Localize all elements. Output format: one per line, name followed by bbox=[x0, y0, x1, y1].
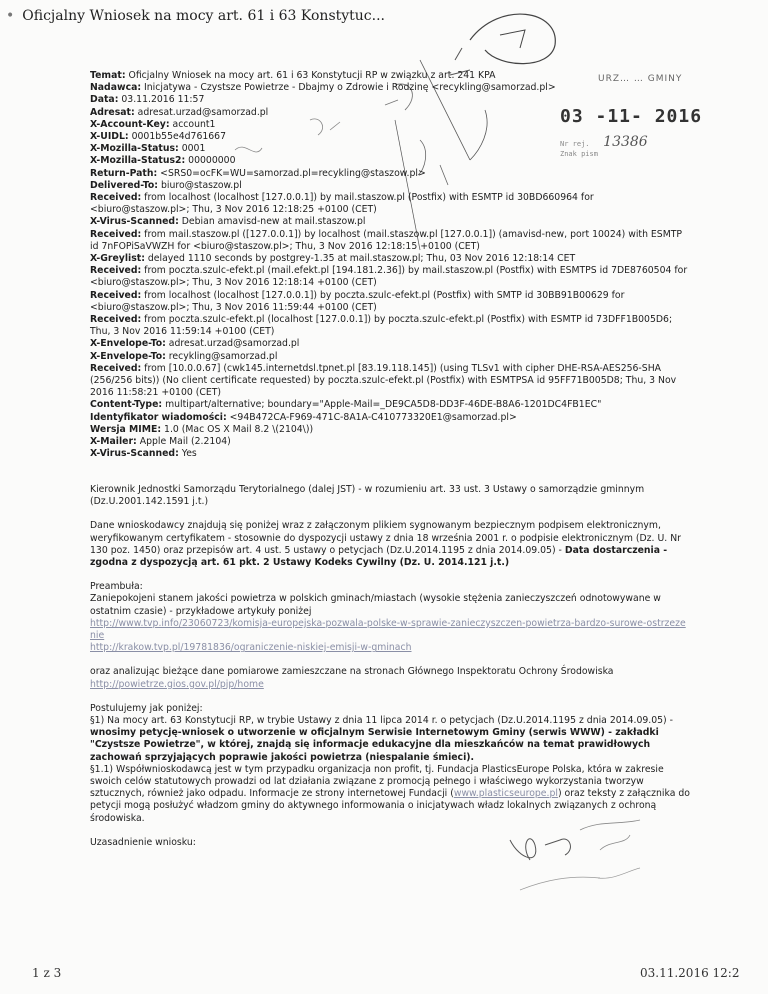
print-datetime: 03.11.2016 12:2 bbox=[640, 966, 740, 980]
header-row bbox=[90, 143, 690, 155]
header-key: X-Mozilla-Status2: bbox=[90, 155, 186, 167]
header-row bbox=[90, 351, 690, 363]
header-row bbox=[90, 94, 690, 106]
header-key: Received: bbox=[90, 265, 142, 277]
s1-bold: wnosimy petycję-wniosek o utworzenie w oficjalnym Serwisie Internetowym Gminy (serwis WWW) - zakładki "Czystsze Powietrze", w której, znajdą się informacje edukacyjne dla mieszkańców na temat prawidłowych zachowań sprzyjających poprawie jakości powietrza (niespalanie śmieci). bbox=[90, 727, 659, 763]
s11-text-b: ) oraz teksty z załącznika do petycji mogą posłużyć władzom gminy do aktywnego informowania o inicjatywach władz lokalnych związanych z ochroną środowiska. bbox=[90, 788, 690, 824]
document-title bbox=[6, 8, 526, 24]
body-paragraph-dane bbox=[90, 520, 690, 569]
preambula-text: Zaniepokojeni stanem jakości powietrza w polskich gminach/miastach (wysokie stężenia zanieczyszczeń odnotowywane w ostatnim czasie) - przykładowe artykuły poniżej bbox=[90, 593, 661, 617]
header-key: X-Mozilla-Status: bbox=[90, 143, 179, 155]
header-value: from poczta.szulc-efekt.pl (localhost [127.0.0.1]) by poczta.szulc-efekt.pl (Postfix) with ESMTP id 73DFF1B005D6; Thu, 3 Nov 2016 11:59:14 +0100 (CET) bbox=[90, 314, 673, 338]
preambula-label: Preambuła: bbox=[90, 581, 143, 593]
link-krakow-tvp[interactable]: http://krakow.tvp.pl/19781836/ograniczenie-niskiej-emisji-w-gminach bbox=[90, 642, 412, 654]
header-row bbox=[90, 412, 690, 424]
header-value: from [10.0.0.67] (cwk145.internetdsl.tpnet.pl [83.19.118.145]) (using TLSv1 with cipher DHE-RSA-AES256-SHA (256/256 bits)) (No client certificate requested) by poczta.szulc-efekt.pl (Postfix) with ESMTPSA id 95FF71B005D8; Thu, 3 Nov 2016 11:58:21 +0100 (CET) bbox=[90, 362, 677, 399]
postulujemy-label: Postulujemy jak poniżej: bbox=[90, 702, 203, 714]
s11-text-a: §1.1) Współwnioskodawcą jest w tym przypadku organizacja non profit, tj. Fundacja PlasticsEurope Polska, która w zakresie swoich celów statutowych prowadzi od lat działania związane z promocją pełnego i właściwego wykorzystania tworzyw sztucznych, również jako odpadu. Informacje ze strony internetowej Fundacji ( bbox=[90, 763, 664, 800]
header-value: <SRS0=ocFK=WU=samorzad.pl=recykling@staszow.pl> bbox=[157, 167, 426, 179]
header-key: Nadawca: bbox=[90, 82, 142, 94]
header-value: Apple Mail (2.2104) bbox=[136, 436, 231, 448]
header-row bbox=[90, 338, 690, 350]
page-number: 1 z 3 bbox=[32, 966, 62, 980]
header-row bbox=[90, 399, 690, 411]
header-key: X-UIDL: bbox=[90, 131, 129, 143]
body-paragraph-preambula bbox=[90, 581, 690, 654]
header-row bbox=[90, 436, 690, 448]
header-value: 1.0 (Mac OS X Mail 8.2 \(2104\)) bbox=[161, 423, 314, 435]
dane-text: Dane wnioskodawcy znajdują się poniżej wraz z załączonym plikiem sygnowanym bezpiecznym podpisem elektronicznym, weryfikowanym certyfikatem - stosownie do dyspozycji ustawy z dnia 18 września 2001 r. o podpisie elektronicznym (Dz. U. Nr 130 poz. 1450) oraz przepisów art. 4 ust. 5 ustawy o petycjach (Dz.U.2014.1195 z dnia 2014.09.05) - bbox=[90, 520, 681, 556]
header-key: Identyfikator wiadomości: bbox=[90, 411, 227, 423]
header-key: Received: bbox=[90, 228, 142, 240]
header-value: recykling@samorzad.pl bbox=[165, 350, 278, 362]
header-key: X-Virus-Scanned: bbox=[90, 448, 179, 460]
link-tvp-info[interactable]: http://www.tvp.info/23060723/komisja-europejska-pozwala-polske-w-sprawie-zanieczyszczen-powietrza-bardzo-surowe-ostrzezenie bbox=[90, 617, 686, 642]
header-value: <94B472CA-F969-471C-8A1A-C410773320E1@samorzad.pl> bbox=[226, 411, 517, 423]
header-value: from mail.staszow.pl ([127.0.0.1]) by localhost (mail.staszow.pl [127.0.0.1]) (amavisd-new, port 10024) with ESMTP id 7nFOPiSaVWZH for <biuro@staszow.pl>; Thu, 3 Nov 2016 12:18:15 +0100 (CET) bbox=[90, 228, 682, 252]
header-key: Data: bbox=[90, 94, 119, 106]
header-key: Received: bbox=[90, 362, 142, 374]
header-value: 00000000 bbox=[185, 155, 236, 167]
header-key: Received: bbox=[90, 314, 142, 326]
header-row bbox=[90, 363, 690, 400]
header-row bbox=[90, 168, 690, 180]
header-key: Return-Path: bbox=[90, 167, 158, 179]
header-row bbox=[90, 70, 690, 82]
header-key: Received: bbox=[90, 289, 142, 301]
stamp-nr-label: Nr rej. bbox=[560, 140, 590, 148]
header-value: adresat.urzad@samorzad.pl bbox=[165, 338, 300, 350]
header-key: Delivered-To: bbox=[90, 179, 159, 191]
header-value: Inicjatywa - Czystsze Powietrze - Dbajmy o Zdrowie i Rodzinę <recykling@samorzad.pl> bbox=[141, 82, 556, 94]
header-key: X-Envelope-To: bbox=[90, 338, 166, 350]
header-row bbox=[90, 131, 690, 143]
body-paragraph-postulaty bbox=[90, 703, 690, 825]
body-uzasadnienie: Uzasadnienie wniosku: bbox=[90, 836, 196, 848]
header-row bbox=[90, 229, 690, 253]
header-key: Wersja MIME: bbox=[90, 423, 162, 435]
header-row bbox=[90, 155, 690, 167]
header-row bbox=[90, 290, 690, 314]
link-gios[interactable]: http://powietrze.gios.gov.pl/pjp/home bbox=[90, 678, 264, 690]
header-row bbox=[90, 265, 690, 289]
header-row bbox=[90, 192, 690, 216]
dane-bold: Data dostarczenia - zgodna z dyspozycją art. 61 pkt. 2 Ustawy Kodeks Cywilny (Dz. U. 2014.121 j.t.) bbox=[90, 544, 668, 569]
header-value: multipart/alternative; boundary="Apple-Mail=_DE9CA5D8-DD3F-46DE-B8A6-1201DC4FB1EC" bbox=[162, 399, 602, 411]
header-value: Debian amavisd-new at mail.staszow.pl bbox=[178, 216, 366, 228]
s1-text: §1) Na mocy art. 63 Konstytucji RP, w trybie Ustawy z dnia 11 lipca 2014 r. o petycjach (Dz.U.2014.1195 z dnia 2014.09.05) - bbox=[90, 715, 673, 727]
header-key: Content-Type: bbox=[90, 399, 163, 411]
body-paragraph-gios bbox=[90, 666, 690, 690]
header-row bbox=[90, 253, 690, 265]
link-plasticseurope[interactable]: www.plasticseurope.pl bbox=[453, 788, 558, 800]
header-row bbox=[90, 448, 690, 460]
email-headers bbox=[90, 70, 690, 461]
header-row bbox=[90, 119, 690, 131]
gios-text: oraz analizując bieżące dane pomiarowe zamieszczane na stronach Głównego Inspektoratu Ochrony Środowiska bbox=[90, 666, 614, 678]
stamp-znak-label: Znak pism bbox=[560, 150, 598, 158]
header-value: Oficjalny Wniosek na mocy art. 61 i 63 Konstytucji RP w związku z art. 241 KPA bbox=[125, 70, 496, 81]
header-value: from localhost (localhost [127.0.0.1]) by mail.staszow.pl (Postfix) with ESMTP id 30BD660964 for <biuro@staszow.pl>; Thu, 3 Nov 2016 12:18:25 +0100 (CET) bbox=[90, 192, 594, 216]
header-key: Temat: bbox=[90, 70, 126, 81]
body-paragraph-kierownik: Kierownik Jednostki Samorządu Terytorialnego (dalej JST) - w rozumieniu art. 33 ust. 3 Ustawy o samorządzie gminnym (Dz.U.2001.142.1591 j.t.) bbox=[90, 484, 645, 508]
bullet-icon: • bbox=[6, 8, 15, 24]
header-row bbox=[90, 107, 690, 119]
header-row bbox=[90, 216, 690, 228]
header-key: X-Greylist: bbox=[90, 253, 145, 265]
stamp-corner-text: URZ… … GMINY bbox=[598, 74, 683, 84]
title-text: Oficjalny Wniosek na mocy art. 61 i 63 Konstytuc... bbox=[22, 8, 386, 24]
header-row bbox=[90, 180, 690, 192]
header-value: biuro@staszow.pl bbox=[158, 179, 242, 191]
header-key: Received: bbox=[90, 192, 142, 204]
header-value: 03.11.2016 11:57 bbox=[118, 94, 205, 106]
header-value: 0001 bbox=[178, 143, 206, 155]
header-value: from poczta.szulc-efekt.pl (mail.efekt.pl [194.181.2.36]) by mail.staszow.pl (Postfix) with ESMTPS id 7DE8760504 for <biuro@staszow.pl>; Thu, 3 Nov 2016 12:18:14 +0100 (CET) bbox=[90, 265, 688, 289]
header-value: delayed 1110 seconds by postgrey-1.35 at mail.staszow.pl; Thu, 03 Nov 2016 12:18:14 CET bbox=[144, 253, 576, 265]
header-value: 0001b55e4d761667 bbox=[128, 131, 227, 143]
header-key: X-Envelope-To: bbox=[90, 350, 166, 362]
header-row bbox=[90, 314, 690, 338]
email-body bbox=[90, 484, 690, 861]
header-value: Yes bbox=[178, 448, 197, 460]
header-row bbox=[90, 82, 690, 94]
header-key: X-Account-Key: bbox=[90, 118, 170, 130]
header-value: adresat.urzad@samorzad.pl bbox=[134, 106, 269, 118]
header-key: Adresat: bbox=[90, 106, 135, 118]
stamp-date: 03 -11- 2016 bbox=[560, 106, 703, 127]
header-key: X-Mailer: bbox=[90, 436, 137, 448]
header-key: X-Virus-Scanned: bbox=[90, 216, 179, 228]
header-value: account1 bbox=[169, 118, 216, 130]
header-value: from localhost (localhost [127.0.0.1]) by poczta.szulc-efekt.pl (Postfix) with SMTP id 30BB91B00629 for <biuro@staszow.pl>; Thu, 3 Nov 2016 11:59:44 +0100 (CET) bbox=[90, 289, 625, 313]
header-row bbox=[90, 424, 690, 436]
stamp-nr-value: 13386 bbox=[603, 134, 648, 150]
